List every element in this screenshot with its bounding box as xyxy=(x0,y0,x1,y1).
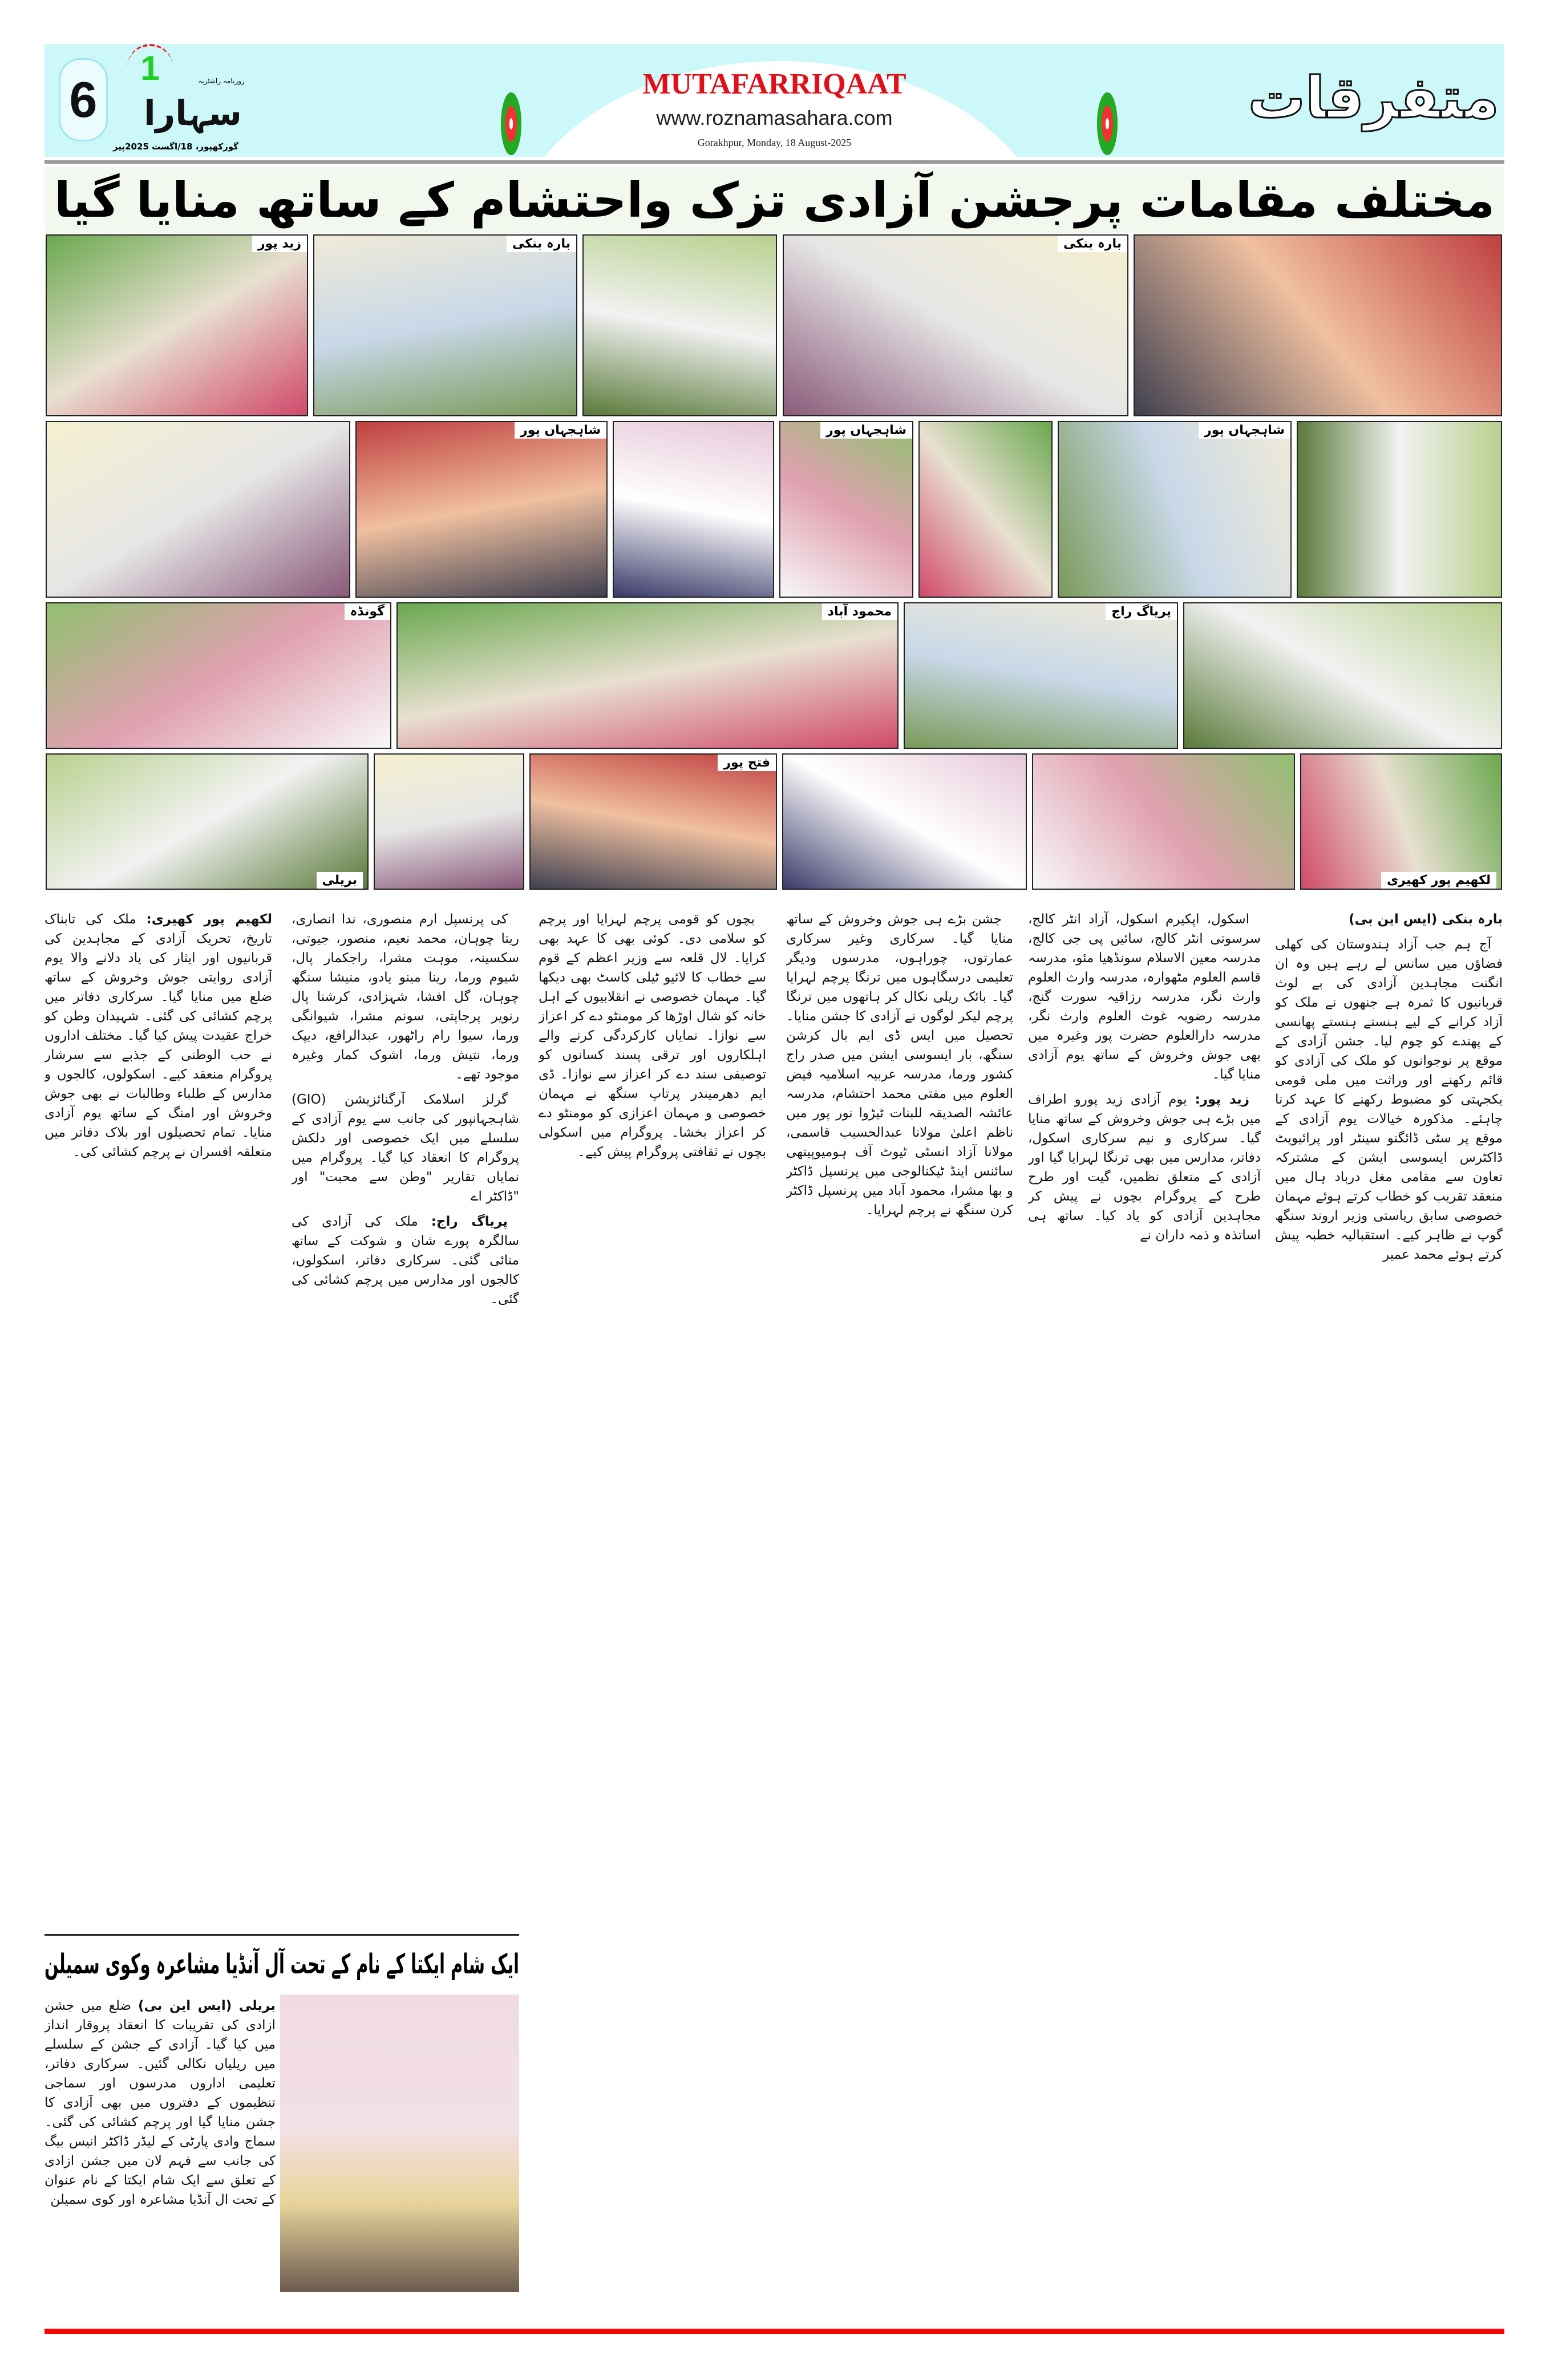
newspaper-logo-text: سہارا xyxy=(144,94,242,133)
dateline: بارہ بنکی (ایس این بی) xyxy=(1349,912,1503,927)
divider xyxy=(44,1934,519,1936)
story-headline xyxy=(44,1938,519,1990)
news-photo xyxy=(1134,234,1502,416)
main-headline-text: مختلف مقامات پرجشن آزادی تزک واحتشام کے ساتھ منایا گیا xyxy=(54,172,1495,228)
article-column-4 xyxy=(539,910,766,2324)
logo-anniversary-mark: 1 xyxy=(127,44,173,91)
masthead xyxy=(44,44,1504,157)
page-number: 6 xyxy=(59,58,108,141)
article-column-5 xyxy=(292,910,519,1925)
article-column-1 xyxy=(1275,910,1503,2324)
paragraph: بچوں کو قومی پرچم لہرایا اور پرچم کو سلامی دی۔ کوئی بھی کا عہد بھی کرایا۔ لال قلعہ سے وزیر اعظم کے قوم سے خطاب کا لائیو ٹیلی کاسٹ بھی دیکھا گیا۔ مہمان خصوصی نے انقلابیوں کے اہل خانہ کو شال اوڑھا کر مومنٹو دے کر اعزاز سے نوازا۔ نمایاں کارکردگی کرنے والے اہلکاروں اور ترقی پسند کسانوں کو توصیفی سند دے کر اعزاز سے نوازا۔ ڈی ایم دھرمیندر پرتاپ سنگھ نے مہمان خصوصی و مہمان اعزازی کو مومنٹو دے کر اعزاز بخشا۔ پروگرام میں اسکولی بچوں نے ثقافتی پروگرام پیش کیے۔ xyxy=(539,912,766,1159)
dateline: لکھیم پور کھیری: xyxy=(146,912,272,927)
article-column-2 xyxy=(1028,910,1261,2324)
story-headline-text: ایک شام ایکتا کے نام کے تحت آل آنڈیا مشاعرہ وکوی سمیلن xyxy=(44,1948,519,1980)
news-photo xyxy=(355,421,608,598)
urdu-date-text: گورکھپور، 18/اگست 2025پیر xyxy=(113,141,238,152)
news-photo xyxy=(529,753,777,890)
news-photo xyxy=(613,421,774,598)
news-photo xyxy=(904,602,1178,749)
website-link[interactable]: www.roznamasahara.com xyxy=(656,106,893,129)
photo-caption: بارہ بنکی xyxy=(1058,236,1127,252)
photo-caption: بارہ بنکی xyxy=(507,236,576,252)
news-photo xyxy=(46,753,369,890)
paragraph: ملک کی آزادی کی سالگرہ پورے شان و شوکت کے ساتھ منائی گئی۔ سرکاری دفاتر، اسکولوں، کالجوں اور مدارس میں پرچم کشائی کی گئی۔ xyxy=(292,1214,519,1307)
photo-caption: لکھیم پور کھیری xyxy=(1381,872,1496,889)
news-photo xyxy=(1058,421,1292,598)
news-photo xyxy=(1032,753,1295,890)
paragraph: جشن بڑے ہی جوش وخروش کے ساتھ منایا گیا۔ سرکاری وغیر سرکاری عمارتوں، چوراہوں، مدرسوں ودیگر تعلیمی درسگاہوں میں ترنگا پرچم لہرایا گیا۔ بائک ریلی نکال کر ہاتھوں میں ترنگا پرچم لیکر لوگوں نے آزادی کا جشن منایا۔ تحصیل میں ایس ڈی ایم بال کرشن سنگھ، بار ایسوسی ایشن میں صدر راج کشور ورما، مدرسہ عربیہ اسلامیہ فیض العلوم میں مفتی محمد احتشام، مدرسہ عائشہ الصدیقہ للبنات ٹیڑوا نور پور میں ناظم اعلیٰ مولانا عبدالحسیب قاسمی، مولانا آزاد انسٹی ٹیوٹ آف ہومیوپیتھی سائنس اینڈ ٹیکنالوجی میں پرنسپل ڈاکٹر و بھا مشرا، محمود آباد میں پرنسپل ڈاکٹر کرن سنگھ نے پرچم لہرایا۔ xyxy=(786,912,1013,1218)
section-title-urdu xyxy=(1248,55,1499,141)
article-column-3 xyxy=(786,910,1013,2324)
dateline: بریلی (ایس این بی) xyxy=(137,1998,276,2013)
news-photo xyxy=(918,421,1053,598)
news-photo xyxy=(46,421,350,598)
news-photo xyxy=(396,602,899,749)
news-photo xyxy=(46,602,391,749)
photo-caption: بریلی xyxy=(317,872,363,889)
logo-subtitle-text: روزنامہ راشٹریہ xyxy=(198,77,245,85)
news-photo xyxy=(782,753,1027,890)
news-photo xyxy=(1183,602,1502,749)
dateline: زید پور: xyxy=(1195,1092,1249,1107)
dateline: پریاگ راج: xyxy=(431,1214,508,1229)
photo-caption: فتح پور xyxy=(718,755,776,771)
footer-rule xyxy=(44,2329,1504,2334)
paragraph: گرلز اسلامک آرگنائزیشن (GIO) شاہجہانپور کی جانب سے یوم آزادی کے سلسلے میں ایک خصوصی اور دلکش پروگرام کا انعقاد کیا گیا۔ پروگرام میں نمایاں تقاریر "وطن سے محبت" اور "ڈاکٹر اے xyxy=(292,1092,519,1204)
story-column xyxy=(44,1996,276,2324)
photo-caption: شاہجہاں پور xyxy=(1199,422,1290,439)
news-photo xyxy=(783,234,1128,416)
section-title-urdu-text: متفرقات xyxy=(1248,64,1499,131)
photo-caption: شاہجہاں پور xyxy=(820,422,912,439)
photo-caption: زید پور xyxy=(252,236,307,252)
paragraph: کی پرنسپل ارم منصوری، ندا انصاری، ریتا چوہان، محمد نعیم، منصور، جیوتی، سکسینہ، موہت مشرا، راجکمار پال، شیوم ورما، رینا مینو یادو، منیشا سنگھ چوہان، گل افشا، شہزادی، کرشنا پال رنویر پرجاپتی، سونم مشرا، شیوانگی ورما، سیوا رام راٹھور، عبدالرافع، دیپک ورما، نتیش ورما، اشوک کمار وغیرہ موجود تھے۔ xyxy=(292,912,519,1082)
divider xyxy=(44,160,1504,164)
paragraph: اسکول، اپکیرم اسکول، آزاد انٹر کالج، سرسوتی انٹر کالج، سائیں پی جی کالج، مدرسہ معین الاسلام سونڈھیا مئو، مدرسہ قاسم العلوم مٹھوارہ، مدرسہ وارث العلوم وارث نگر، مدرسہ رزاقیہ سورت گنج، مدرسہ رضویہ غوث العلوم وارث نگر، مدرسہ دارالعلوم حضرت پور وغیرہ میں بھی جوش وخروش کے ساتھ یوم آزادی منایا گیا۔ xyxy=(1028,912,1261,1082)
news-photo xyxy=(46,234,308,416)
news-photo xyxy=(779,421,913,598)
paragraph: یوم آزادی زید پورو اطراف میں بڑے ہی جوش وخروش کے ساتھ منایا گیا۔ سرکاری و نیم سرکاری اسکول، دفاتر، مدارس میں بھی ترنگا لہرایا گیا اور آزادی کے متعلق نظمیں، گیت اور طرح طرح کے پروگرام بچوں نے پیش کر مجاہدین آزادی کو یاد کیا۔ ساتھ ہی اساتذہ و ذمہ داران نے xyxy=(1028,1092,1261,1243)
section-title-english: MUTAFARRIQAAT xyxy=(642,68,906,100)
news-photo xyxy=(582,234,777,416)
photo-caption: پریاگ راج xyxy=(1106,603,1177,620)
news-photo xyxy=(1297,421,1502,598)
news-photo xyxy=(1300,753,1502,890)
photo-caption: شاہجہاں پور xyxy=(515,422,606,439)
photo-caption: محمود آباد xyxy=(822,603,897,620)
paragraph: ملک کی تابناک تاریخ، تحریک آزادی کے مجاہدین کی قربانیوں اور ایثار کی یاد دلانے والا یوم آزادی روایتی جوش وخروش کے ساتھ ضلع میں منایا گیا۔ سرکاری دفاتر میں پرچم کشائی کی گئی۔ شہیدان وطن کو خراج عقیدت پیش کیا گیا۔ مختلف اداروں نے حب الوطنی کے جذبے سے سرشار پروگرام منعقد کیے۔ اسکولوں، کالجوں و مدارس کے طلباء وطالبات نے بھی جوش وخروش اور امنگ کے ساتھ یوم آزادی منایا۔ تمام تحصیلوں اور بلاک دفاتر میں متعلقہ افسران نے پرچم کشائی کی۔ xyxy=(44,912,272,1159)
photo-caption: گونڈہ xyxy=(345,603,390,620)
article-column-6 xyxy=(44,910,272,1925)
dateline-english: Gorakhpur, Monday, 18 August-2025 xyxy=(697,137,852,148)
news-photo xyxy=(313,234,577,416)
main-headline xyxy=(44,167,1504,233)
news-photo xyxy=(374,753,524,890)
paragraph: آج ہم جب آزاد ہندوستان کی کھلی فضاؤں میں سانس لے رہے ہیں وہ ان انگنت مجاہدین آزادی کی بے لوث قربانیوں کا ثمرہ ہے جنھوں نے ملک کو آزاد کرانے کے لیے ہنستے ہنستے پھانسی کے پھندے کو چوم لیا۔ جشن آزادی کے موقع پر نوجوانوں کو ملک کی آزادی کو قائم رکھنے اور وراثت میں ملی قومی یکجہتی کو مضبوط رکھنے کا عہد کرنا چاہئے۔ مذکورہ خیالات یوم آزادی کے موقع پر سٹی ڈائگنو سینٹر اور پرائیویٹ ڈاکٹرس ایسوسی ایشن کے مشترکہ تعاون سے مقامی مغل درباد ہال میں منعقد تقریب کو خطاب کرتے ہوئے مہمان خصوصی سابق ریاستی وزیر اروند سنگھ گوپ نے ظاہر کیے۔ استقبالیہ خطبہ پیش کرتے ہوئے محمد عمیر xyxy=(1275,937,1503,1262)
paragraph: ضلع میں جشن ازادی کی تقریبات کا انعقاد پروقار انداز میں کیا گیا۔ آزادی کے جشن کے سلسلے میں ریلیاں نکالی گئیں۔ سرکاری دفاتر، تعلیمی اداروں مدرسوں اور سماجی تنظیموں کے دفتروں میں بھی آزادی کا جشن منایا گیا اور پرچم کشائی کی گئی۔ سماج وادی پارٹی کے لیڈر ڈاکٹر انیس بیگ کی جانب سے فہم لان میں جشن ازادی کے تعلق سے ایک شام ایکتا کے نام عنوان کے تحت ال آنڈیا مشاعرہ اور کوی سمیلن xyxy=(44,1998,276,2207)
poet-photo xyxy=(280,1994,519,2292)
